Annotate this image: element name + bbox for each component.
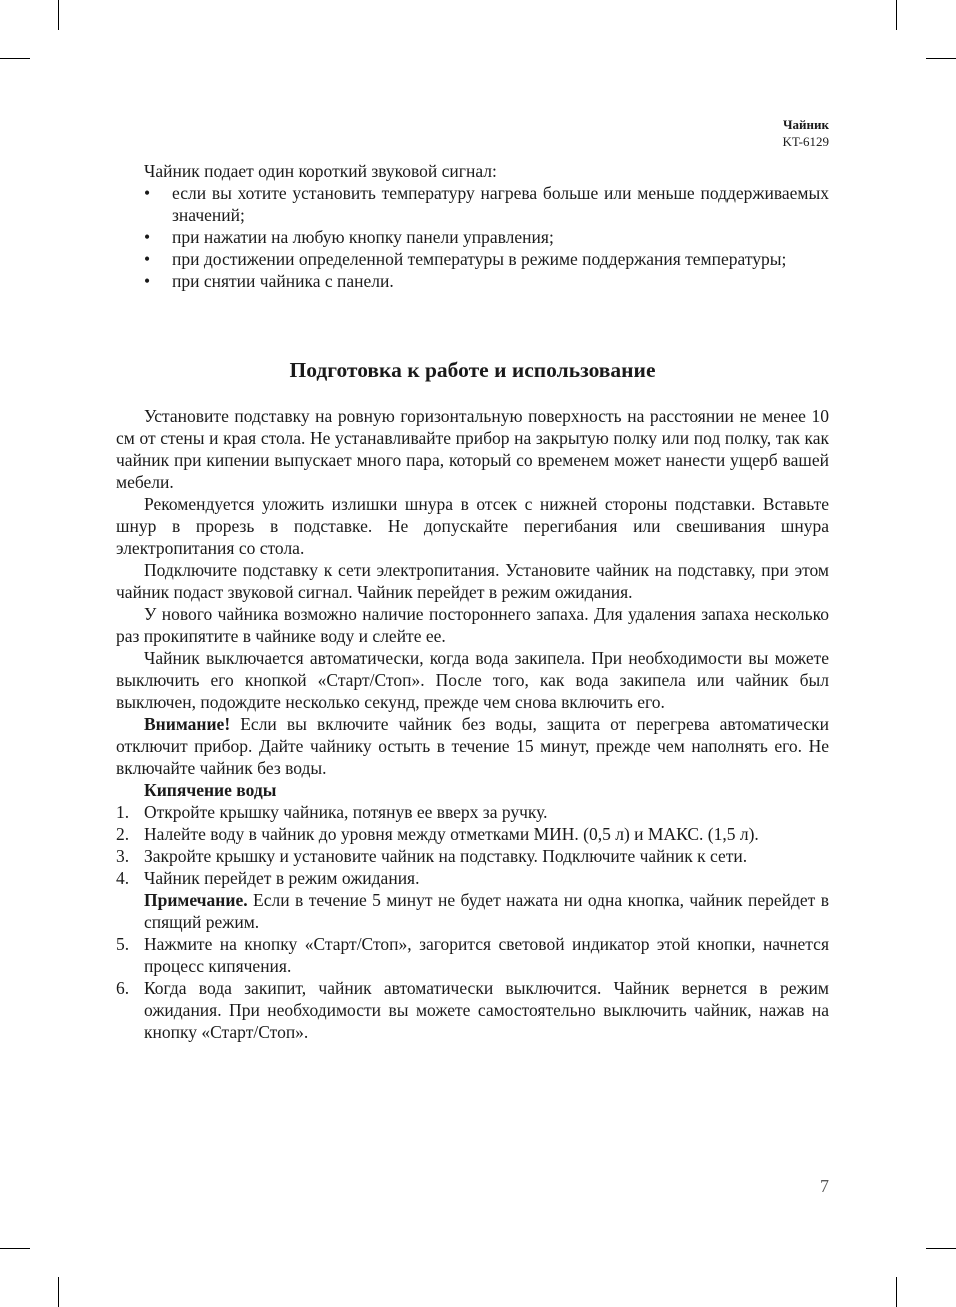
paragraph: Подключите подставку к сети электропитания. Установите чайник на подставку, при этом чайник подаст звуковой сигнал. Чайник перейдет в режим ожидания. bbox=[116, 560, 829, 602]
signal-intro: Чайник подает один короткий звуковой сигнал: bbox=[144, 161, 497, 181]
crop-mark bbox=[926, 1248, 956, 1249]
bullet-icon: • bbox=[144, 183, 151, 203]
list-item: 4. Чайник перейдет в режим ожидания. Примечание. Если в течение 5 минут не будет нажата ни одна кнопка, чайник перейдет в спящий режим. bbox=[116, 868, 829, 932]
crop-mark bbox=[0, 58, 30, 59]
header-model: KT-6129 bbox=[782, 134, 829, 149]
boiling-steps bbox=[116, 801, 829, 1043]
crop-mark bbox=[0, 1248, 30, 1249]
list-item: 1. Откройте крышку чайника, потянув ее вверх за ручку. bbox=[116, 802, 548, 822]
note-text: Если в течение 5 минут не будет нажата ни одна кнопка, чайник перейдет в спящий режим. bbox=[144, 890, 829, 932]
list-item: 3. Закройте крышку и установите чайник на подставку. Подключите чайник к сети. bbox=[116, 846, 748, 866]
list-item: 6. Когда вода закипит, чайник автоматически выключится. Чайник вернется в режим ожидания. При необходимости вы можете самостоятельно выключить чайник, нажав на кнопку «Старт/Стоп». bbox=[116, 978, 829, 1042]
section-title: Подготовка к работе и использование bbox=[289, 358, 656, 382]
crop-mark bbox=[896, 1277, 897, 1307]
warning-text: Если вы включите чайник без воды, защита от перегрева автоматически отключит прибор. Дайте чайнику остыть в течение 15 минут, прежде чем наполнять его. Не включайте чайник без воды. bbox=[116, 714, 829, 778]
warning-label: Внимание! bbox=[144, 714, 231, 734]
page-content bbox=[116, 160, 829, 1043]
crop-mark bbox=[58, 1277, 59, 1307]
list-item: • при нажатии на любую кнопку панели управления; bbox=[144, 227, 554, 247]
paragraph: Установите подставку на ровную горизонтальную поверхность на расстоянии не менее 10 см от стены и края стола. Не устанавливайте прибор на закрытую полку или под полку, так как чайник при кипении выпускает много пара, который со временем может нанести ущерб вашей мебели. bbox=[116, 406, 829, 492]
list-item: 5. Нажмите на кнопку «Старт/Стоп», загорится световой индикатор этой кнопки, начнется процесс кипячения. bbox=[116, 934, 829, 976]
note-label: Примечание. bbox=[144, 890, 248, 910]
bullet-icon: • bbox=[144, 271, 151, 291]
signal-list bbox=[116, 182, 829, 292]
list-item: • при снятии чайника с панели. bbox=[144, 271, 394, 291]
bullet-icon: • bbox=[144, 227, 151, 247]
crop-mark bbox=[896, 0, 897, 30]
header-product: Чайник bbox=[782, 117, 829, 132]
list-item: 2. Налейте воду в чайник до уровня между отметками МИН. (0,5 л) и МАКС. (1,5 л). bbox=[116, 824, 759, 844]
crop-mark bbox=[926, 58, 956, 59]
paragraph: Рекомендуется уложить излишки шнура в отсек с нижней стороны подставки. Вставьте шнур в прорезь в подставке. Не допускайте перегибания или свешивания шнура электропитания со стола. bbox=[116, 494, 829, 558]
boiling-title: Кипячение воды bbox=[144, 780, 277, 800]
warning-paragraph bbox=[116, 713, 829, 779]
crop-mark bbox=[58, 0, 59, 30]
running-header bbox=[783, 116, 829, 150]
paragraph: У нового чайника возможно наличие постороннего запаха. Для удаления запаха несколько раз прокипятите в чайнике воду и слейте ее. bbox=[116, 604, 829, 646]
list-item: • при достижении определенной температуры в режиме поддержания температуры; bbox=[144, 249, 787, 269]
list-item: • если вы хотите установить температуру нагрева больше или меньше поддерживаемых значений; bbox=[144, 183, 829, 225]
paragraph: Чайник выключается автоматически, когда вода закипела. При необходимости вы можете выключить его кнопкой «Старт/Стоп». После того, как вода закипела или чайник был выключен, подождите несколько секунд, прежде чем снова включить его. bbox=[116, 648, 829, 712]
bullet-icon: • bbox=[144, 249, 151, 269]
page-number: 7 bbox=[820, 1176, 829, 1196]
